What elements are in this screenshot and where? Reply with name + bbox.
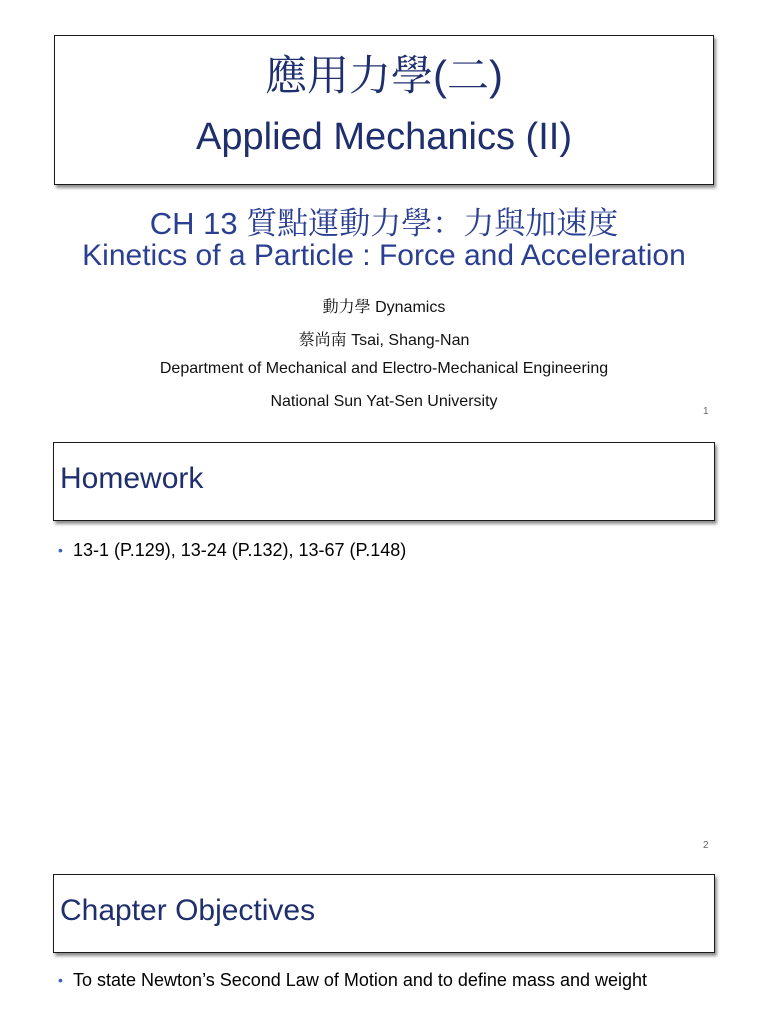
list-item bbox=[58, 537, 718, 564]
university-name: National Sun Yat-Sen University bbox=[270, 393, 498, 410]
objectives-heading-box bbox=[53, 874, 715, 953]
page-number: 2 bbox=[703, 840, 709, 851]
homework-heading-box bbox=[53, 442, 715, 521]
title-box bbox=[54, 35, 714, 185]
objectives-heading: Chapter Objectives bbox=[60, 894, 316, 927]
bullet-icon: • bbox=[58, 542, 63, 558]
chapter-title-english: Kinetics of a Particle : Force and Acceleration bbox=[82, 239, 686, 272]
title-english: Applied Mechanics (II) bbox=[196, 116, 572, 158]
list-item-text: 13-1 (P.129), 13-24 (P.132), 13-67 (P.148) bbox=[73, 540, 407, 560]
title-chinese: 應用力學(二) bbox=[265, 52, 503, 99]
list-item bbox=[58, 967, 698, 994]
page-number: 1 bbox=[703, 406, 709, 417]
course-subtitle: 動力學 Dynamics bbox=[322, 299, 446, 316]
chapter-title-chinese: CH 13 質點運動力學：力與加速度 bbox=[149, 206, 619, 241]
bullet-icon: • bbox=[58, 972, 63, 988]
list-item-text: To state Newton’s Second Law of Motion and to define mass and weight bbox=[73, 970, 648, 990]
homework-heading: Homework bbox=[60, 462, 204, 495]
department-name: Department of Mechanical and Electro-Mechanical Engineering bbox=[159, 360, 609, 377]
author-name: 蔡尚南 Tsai, Shang-Nan bbox=[298, 332, 470, 349]
